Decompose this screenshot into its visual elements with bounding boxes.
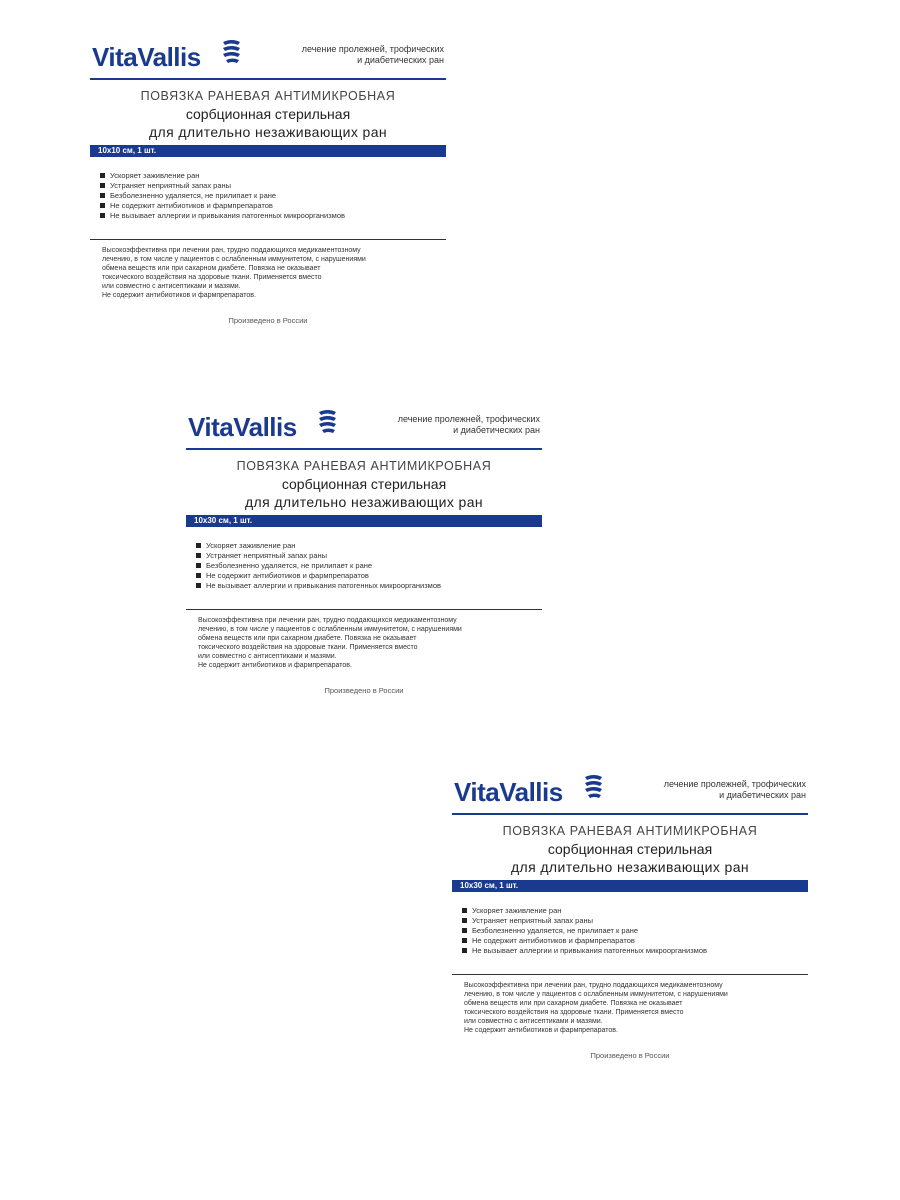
feature-item: Не содержит антибиотиков и фармпрепаратов <box>196 571 542 581</box>
feature-item: Ускоряет заживление ран <box>100 171 446 181</box>
product-subtitle: сорбционная стерильная <box>281 476 447 492</box>
divider <box>452 974 808 975</box>
product-title: ПОВЯЗКА РАНЕВАЯ АНТИМИКРОБНАЯ <box>236 459 492 473</box>
feature-item: Ускоряет заживление ран <box>196 541 542 551</box>
vitavallis-logo-mark-icon <box>582 773 604 801</box>
tagline: лечение пролежней, трофических и диабетических ран <box>663 779 806 800</box>
vitavallis-logo-mark-icon <box>220 38 242 66</box>
description: Высокоэффективна при лечении ран, трудно поддающихся медикаментозному лечению, в том числе у пациентов с ослабленным иммунитетом, с нарушениями обмена веществ или при сахарном диабете. Повязка не оказывает токсического воздействия на здоровые ткани. Применяется вместо или совместно с антисептиками и мазями. Не содержит антибиотиков и фармпрепаратов. <box>464 982 728 1034</box>
description: Высокоэффективна при лечении ран, трудно поддающихся медикаментозному лечению, в том числе у пациентов с ослабленным иммунитетом, с нарушениями обмена веществ или при сахарном диабете. Повязка не оказывает токсического воздействия на здоровые ткани. Применяется вместо или совместно с антисептиками и мазями. Не содержит антибиотиков и фармпрепаратов. <box>198 617 462 669</box>
label-card-3 <box>452 765 808 1060</box>
size-bar: 10х10 см, 1 шт. <box>90 145 446 157</box>
divider <box>186 609 542 610</box>
feature-list <box>462 906 808 956</box>
product-subtitle: сорбционная стерильная <box>185 106 351 122</box>
label-card-1 <box>90 30 446 325</box>
feature-item: Не вызывает аллергии и привыкания патогенных микроорганизмов <box>100 211 446 221</box>
product-title: ПОВЯЗКА РАНЕВАЯ АНТИМИКРОБНАЯ <box>140 89 396 103</box>
origin-note: Произведено в России <box>324 686 404 695</box>
card-header <box>90 30 446 80</box>
product-purpose: для длительно незаживающих ран <box>244 494 484 510</box>
origin-note: Произведено в России <box>590 1051 670 1060</box>
feature-item: Устраняет неприятный запах раны <box>196 551 542 561</box>
feature-item: Не содержит антибиотиков и фармпрепаратов <box>100 201 446 211</box>
brand-logo: VitaVallis <box>92 42 201 72</box>
label-card-2 <box>186 400 542 695</box>
origin-note: Произведено в России <box>228 316 308 325</box>
brand-logo: VitaVallis <box>454 777 563 807</box>
size-bar: 10х30 см, 1 шт. <box>186 515 542 527</box>
product-title: ПОВЯЗКА РАНЕВАЯ АНТИМИКРОБНАЯ <box>502 824 758 838</box>
feature-item: Не вызывает аллергии и привыкания патогенных микроорганизмов <box>196 581 542 591</box>
vitavallis-logo-mark-icon <box>316 408 338 436</box>
card-header <box>452 765 808 815</box>
feature-item: Безболезненно удаляется, не прилипает к ране <box>100 191 446 201</box>
feature-item: Безболезненно удаляется, не прилипает к ране <box>462 926 808 936</box>
tagline: лечение пролежней, трофических и диабетических ран <box>397 414 540 435</box>
product-purpose: для длительно незаживающих ран <box>148 124 388 140</box>
feature-item: Не вызывает аллергии и привыкания патогенных микроорганизмов <box>462 946 808 956</box>
brand-logo: VitaVallis <box>188 412 297 442</box>
divider <box>90 239 446 240</box>
product-purpose: для длительно незаживающих ран <box>510 859 750 875</box>
card-header <box>186 400 542 450</box>
feature-item: Не содержит антибиотиков и фармпрепаратов <box>462 936 808 946</box>
feature-list <box>100 171 446 221</box>
product-subtitle: сорбционная стерильная <box>547 841 713 857</box>
feature-item: Устраняет неприятный запах раны <box>462 916 808 926</box>
feature-item: Безболезненно удаляется, не прилипает к ране <box>196 561 542 571</box>
feature-list <box>196 541 542 591</box>
feature-item: Устраняет неприятный запах раны <box>100 181 446 191</box>
tagline: лечение пролежней, трофических и диабетических ран <box>301 44 444 65</box>
description: Высокоэффективна при лечении ран, трудно поддающихся медикаментозному лечению, в том числе у пациентов с ослабленным иммунитетом, с нарушениями обмена веществ или при сахарном диабете. Повязка не оказывает токсического воздействия на здоровые ткани. Применяется вместо или совместно с антисептиками и мазями. Не содержит антибиотиков и фармпрепаратов. <box>102 247 366 299</box>
feature-item: Ускоряет заживление ран <box>462 906 808 916</box>
size-bar: 10х30 см, 1 шт. <box>452 880 808 892</box>
